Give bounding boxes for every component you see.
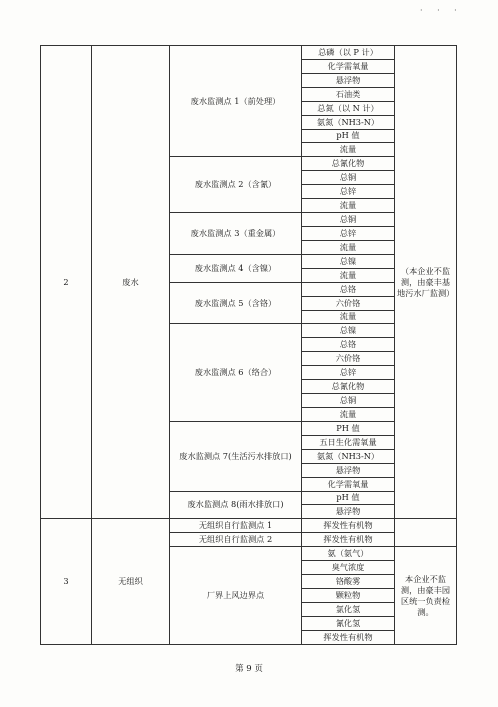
parameter-cell: 总锌: [302, 185, 395, 199]
parameter-cell: 挥发性有机物: [302, 519, 395, 533]
section-category: 无组织: [92, 519, 170, 645]
parameter-cell: 氰化氢: [302, 616, 395, 630]
parameter-cell: 悬浮物: [302, 463, 395, 477]
monitoring-point: 废水监测点 2（含氰）: [170, 157, 302, 213]
parameter-cell: 总锌: [302, 366, 395, 380]
parameter-cell: 五日生化需氧量: [302, 435, 395, 449]
parameter-cell: 悬浮物: [302, 505, 395, 519]
parameter-cell: pH 值: [302, 129, 395, 143]
parameter-cell: 挥发性有机物: [302, 533, 395, 547]
parameter-cell: 挥发性有机物: [302, 630, 395, 644]
parameter-cell: 总氰化物: [302, 157, 395, 171]
monitoring-table: [40, 45, 457, 645]
parameter-cell: 颗粒物: [302, 588, 395, 602]
parameter-cell: 总铜: [302, 171, 395, 185]
parameter-cell: 流量: [302, 143, 395, 157]
monitoring-point: 废水监测点 1（前处理）: [170, 46, 302, 157]
parameter-cell: 总氰化物: [302, 380, 395, 394]
monitoring-point: 废水监测点 7(生活污水排放口): [170, 421, 302, 491]
parameter-cell: 悬浮物: [302, 73, 395, 87]
section-number: 3: [41, 519, 92, 645]
parameter-cell: 流量: [302, 199, 395, 213]
parameter-cell: 铬酸雾: [302, 575, 395, 589]
parameter-cell: 流量: [302, 268, 395, 282]
parameter-cell: 化学需氧量: [302, 59, 395, 73]
monitoring-point: 无组织自行监测点 1: [170, 519, 302, 533]
monitoring-point: 废水监测点 5（含铬）: [170, 282, 302, 324]
parameter-cell: 六价铬: [302, 296, 395, 310]
parameter-cell: 流量: [302, 310, 395, 324]
parameter-cell: 流量: [302, 407, 395, 421]
monitoring-point: 废水监测点 8(雨水排放口): [170, 491, 302, 519]
table-row: [41, 519, 457, 533]
monitoring-point: 废水监测点 3（重金属）: [170, 213, 302, 255]
parameter-cell: 氨氮（NH3-N）: [302, 449, 395, 463]
parameter-cell: 总锌: [302, 226, 395, 240]
section-note: （本企业不监测，由豪丰基地污水厂监测）: [395, 46, 457, 519]
parameter-cell: 总镍: [302, 324, 395, 338]
parameter-cell: 总铜: [302, 213, 395, 227]
parameter-cell: 化学需氧量: [302, 477, 395, 491]
parameter-cell: 总铬: [302, 338, 395, 352]
parameter-cell: 氨氮（NH3-N）: [302, 115, 395, 129]
section-category: 废水: [92, 46, 170, 519]
table-row: [41, 46, 457, 60]
monitoring-point: 厂界上风边界点: [170, 547, 302, 645]
parameter-cell: pH 值: [302, 491, 395, 505]
monitoring-point: 废水监测点 6（络合）: [170, 324, 302, 421]
monitoring-point: 无组织自行监测点 2: [170, 533, 302, 547]
parameter-cell: 臭气浓度: [302, 561, 395, 575]
parameter-cell: 总氮（以 N 计）: [302, 101, 395, 115]
empty-note-cell: [395, 519, 457, 547]
monitoring-point: 废水监测点 4（含镍）: [170, 254, 302, 282]
parameter-cell: 总磷（以 P 计）: [302, 46, 395, 60]
scan-marks: · · ·: [420, 6, 463, 15]
parameter-cell: 总铜: [302, 394, 395, 408]
parameter-cell: PH 值: [302, 421, 395, 435]
parameter-cell: 流量: [302, 240, 395, 254]
parameter-cell: 氨（氨气）: [302, 547, 395, 561]
section-number: 2: [41, 46, 92, 519]
parameter-cell: 总铬: [302, 282, 395, 296]
page-number: 第 9 页: [235, 664, 263, 674]
parameter-cell: 六价铬: [302, 352, 395, 366]
section-note: 本企业不监测，由豪丰园区统一负责检测。: [395, 547, 457, 645]
parameter-cell: 氯化氢: [302, 602, 395, 616]
parameter-cell: 石油类: [302, 87, 395, 101]
parameter-cell: 总镍: [302, 254, 395, 268]
